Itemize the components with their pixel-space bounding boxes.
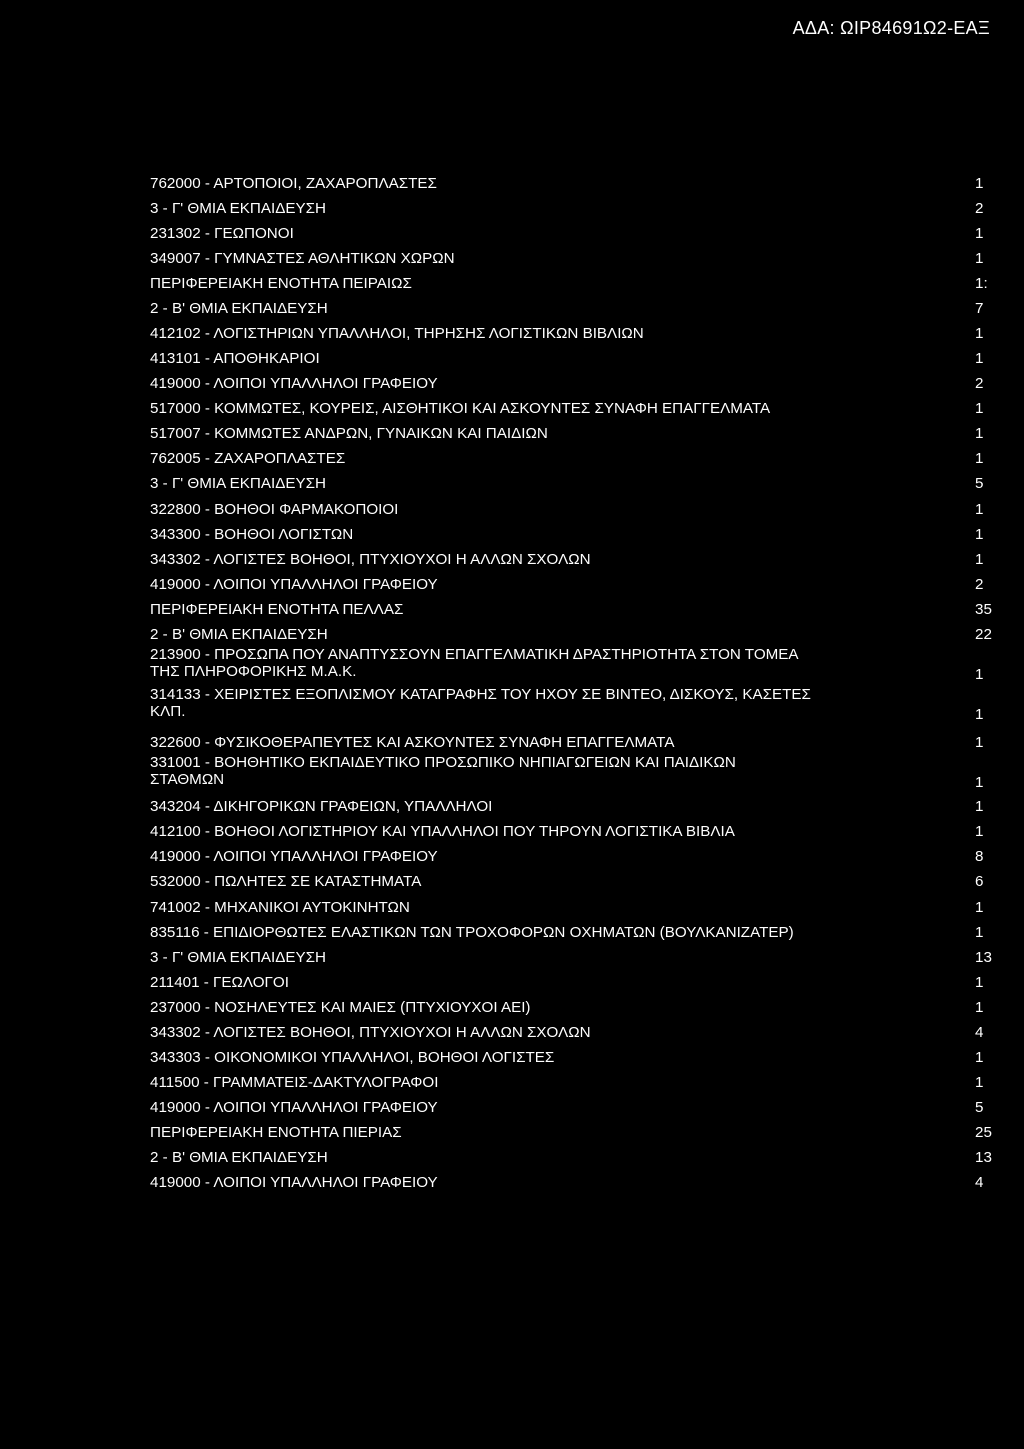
entry-label: 411500 - ΓΡΑΜΜΑΤΕΙΣ-ΔΑΚΤΥΛΟΓΡΑΦΟΙ xyxy=(150,1074,439,1091)
entry-label: 419000 - ΛΟΙΠΟΙ ΥΠΑΛΛΗΛΟΙ ΓΡΑΦΕΙΟΥ xyxy=(150,848,438,865)
entry-label: 331001 - ΒΟΗΘΗΤΙΚΟ ΕΚΠΑΙΔΕΥΤΙΚΟ ΠΡΟΣΩΠΙΚΟ ΝΗΠΙΑΓΩΓΕΙΩΝ ΚΑΙ ΠΑΙΔΙΚΩΝ ΣΤΑΘΜΩΝ xyxy=(150,754,736,788)
entry-count: 1 xyxy=(975,999,984,1016)
entry-count: 1 xyxy=(975,450,984,467)
entry-count: 1: xyxy=(975,275,988,292)
entry-label: 419000 - ΛΟΙΠΟΙ ΥΠΑΛΛΗΛΟΙ ΓΡΑΦΕΙΟΥ xyxy=(150,1099,438,1116)
entry-label: 343300 - ΒΟΗΘΟΙ ΛΟΓΙΣΤΩΝ xyxy=(150,526,354,543)
entry-count: 1 xyxy=(975,974,984,991)
entry-count: 1 xyxy=(975,899,984,916)
entry-count: 8 xyxy=(975,848,984,865)
entry-count: 1 xyxy=(975,798,984,815)
entry-count: 5 xyxy=(975,475,984,492)
entry-count: 1 xyxy=(975,666,984,683)
entry-label: 314133 - ΧΕΙΡΙΣΤΕΣ ΕΞΟΠΛΙΣΜΟΥ ΚΑΤΑΓΡΑΦΗΣ ΤΟΥ ΗΧΟΥ ΣΕ ΒΙΝΤΕΟ, ΔΙΣΚΟΥΣ, ΚΑΣΕΤΕΣ ΚΛΠ. xyxy=(150,686,811,720)
ada-identifier: ΑΔΑ: ΩΙΡ84691Ω2-ΕΑΞ xyxy=(792,18,990,38)
entry-count: 6 xyxy=(975,873,984,890)
entry-label: 343303 - ΟΙΚΟΝΟΜΙΚΟΙ ΥΠΑΛΛΗΛΟΙ, ΒΟΗΘΟΙ ΛΟΓΙΣΤΕΣ xyxy=(150,1049,555,1066)
entry-label: 211401 - ΓΕΩΛΟΓΟΙ xyxy=(150,974,289,991)
entry-label: 3 - Γ' ΘΜΙΑ ΕΚΠΑΙΔΕΥΣΗ xyxy=(150,475,326,492)
entry-label: ΠΕΡΙΦΕΡΕΙΑΚΗ ΕΝΟΤΗΤΑ ΠΕΛΛΑΣ xyxy=(150,601,404,618)
entry-label: ΠΕΡΙΦΕΡΕΙΑΚΗ ΕΝΟΤΗΤΑ ΠΙΕΡΙΑΣ xyxy=(150,1124,402,1141)
entry-label: 3 - Γ' ΘΜΙΑ ΕΚΠΑΙΔΕΥΣΗ xyxy=(150,949,326,966)
entry-count: 1 xyxy=(975,225,984,242)
entry-label: 419000 - ΛΟΙΠΟΙ ΥΠΑΛΛΗΛΟΙ ΓΡΑΦΕΙΟΥ xyxy=(150,576,438,593)
entry-label: 419000 - ΛΟΙΠΟΙ ΥΠΑΛΛΗΛΟΙ ΓΡΑΦΕΙΟΥ xyxy=(150,375,438,392)
entry-label: 413101 - ΑΠΟΘΗΚΑΡΙΟΙ xyxy=(150,350,320,367)
entry-label: 343302 - ΛΟΓΙΣΤΕΣ ΒΟΗΘΟΙ, ΠΤΥΧΙΟΥΧΟΙ Η ΑΛΛΩΝ ΣΧΟΛΩΝ xyxy=(150,551,591,568)
entry-count: 1 xyxy=(975,350,984,367)
entry-label: 3 - Γ' ΘΜΙΑ ΕΚΠΑΙΔΕΥΣΗ xyxy=(150,200,326,217)
entry-count: 5 xyxy=(975,1099,984,1116)
entry-count: 35 xyxy=(975,601,992,618)
entry-label: 762000 - ΑΡΤΟΠΟΙΟΙ, ΖΑΧΑΡΟΠΛΑΣΤΕΣ xyxy=(150,175,437,192)
entry-count: 1 xyxy=(975,551,984,568)
entry-label: 412100 - ΒΟΗΘΟΙ ΛΟΓΙΣΤΗΡΙΟΥ ΚΑΙ ΥΠΑΛΛΗΛΟΙ ΠΟΥ ΤΗΡΟΥΝ ΛΟΓΙΣΤΙΚΑ ΒΙΒΛΙΑ xyxy=(150,823,735,840)
entry-count: 1 xyxy=(975,501,984,518)
entry-label: 532000 - ΠΩΛΗΤΕΣ ΣΕ ΚΑΤΑΣΤΗΜΑΤΑ xyxy=(150,873,422,890)
entry-label: 237000 - ΝΟΣΗΛΕΥΤΕΣ ΚΑΙ ΜΑΙΕΣ (ΠΤΥΧΙΟΥΧΟΙ ΑΕΙ) xyxy=(150,999,531,1016)
entry-label: 343204 - ΔΙΚΗΓΟΡΙΚΩΝ ΓΡΑΦΕΙΩΝ, ΥΠΑΛΛΗΛΟΙ xyxy=(150,798,493,815)
entry-label: 343302 - ΛΟΓΙΣΤΕΣ ΒΟΗΘΟΙ, ΠΤΥΧΙΟΥΧΟΙ Η ΑΛΛΩΝ ΣΧΟΛΩΝ xyxy=(150,1024,591,1041)
entry-count: 1 xyxy=(975,1074,984,1091)
entry-label: 322600 - ΦΥΣΙΚΟΘΕΡΑΠΕΥΤΕΣ ΚΑΙ ΑΣΚΟΥΝΤΕΣ ΣΥΝΑΦΗ ΕΠΑΓΓΕΛΜΑΤΑ xyxy=(150,734,675,751)
entry-count: 4 xyxy=(975,1174,984,1191)
entry-label: 517007 - ΚΟΜΜΩΤΕΣ ΑΝΔΡΩΝ, ΓΥΝΑΙΚΩΝ ΚΑΙ ΠΑΙΔΙΩΝ xyxy=(150,425,548,442)
entry-count: 1 xyxy=(975,1049,984,1066)
entry-count: 2 xyxy=(975,375,984,392)
entry-label: 231302 - ΓΕΩΠΟΝΟΙ xyxy=(150,225,294,242)
entry-label: 517000 - ΚΟΜΜΩΤΕΣ, ΚΟΥΡΕΙΣ, ΑΙΣΘΗΤΙΚΟΙ ΚΑΙ ΑΣΚΟΥΝΤΕΣ ΣΥΝΑΦΗ ΕΠΑΓΓΕΛΜΑΤΑ xyxy=(150,400,771,417)
entry-count: 4 xyxy=(975,1024,984,1041)
entry-count: 1 xyxy=(975,250,984,267)
entry-count: 1 xyxy=(975,774,984,791)
entry-count: 2 xyxy=(975,200,984,217)
entry-label: 419000 - ΛΟΙΠΟΙ ΥΠΑΛΛΗΛΟΙ ΓΡΑΦΕΙΟΥ xyxy=(150,1174,438,1191)
entry-count: 13 xyxy=(975,1149,992,1166)
entry-label: 322800 - ΒΟΗΘΟΙ ΦΑΡΜΑΚΟΠΟΙΟΙ xyxy=(150,501,399,518)
entry-count: 1 xyxy=(975,924,984,941)
entry-label: 762005 - ΖΑΧΑΡΟΠΛΑΣΤΕΣ xyxy=(150,450,346,467)
entry-count: 25 xyxy=(975,1124,992,1141)
entry-label: 349007 - ΓΥΜΝΑΣΤΕΣ ΑΘΛΗΤΙΚΩΝ ΧΩΡΩΝ xyxy=(150,250,455,267)
entry-count: 1 xyxy=(975,400,984,417)
entry-count: 2 xyxy=(975,576,984,593)
entry-label: 2 - Β' ΘΜΙΑ ΕΚΠΑΙΔΕΥΣΗ xyxy=(150,300,328,317)
entry-label: 412102 - ΛΟΓΙΣΤΗΡΙΩΝ ΥΠΑΛΛΗΛΟΙ, ΤΗΡΗΣΗΣ ΛΟΓΙΣΤΙΚΩΝ ΒΙΒΛΙΩΝ xyxy=(150,325,644,342)
entry-label: 835116 - ΕΠΙΔΙΟΡΘΩΤΕΣ ΕΛΑΣΤΙΚΩΝ ΤΩΝ ΤΡΟΧΟΦΟΡΩΝ ΟΧΗΜΑΤΩΝ (ΒΟΥΛΚΑΝΙΖΑΤΕΡ) xyxy=(150,924,794,941)
entry-count: 7 xyxy=(975,300,984,317)
entry-label: 2 - Β' ΘΜΙΑ ΕΚΠΑΙΔΕΥΣΗ xyxy=(150,626,328,643)
entry-count: 13 xyxy=(975,949,992,966)
entry-count: 1 xyxy=(975,325,984,342)
entry-count: 1 xyxy=(975,823,984,840)
entry-count: 1 xyxy=(975,175,984,192)
entry-label: 2 - Β' ΘΜΙΑ ΕΚΠΑΙΔΕΥΣΗ xyxy=(150,1149,328,1166)
entry-label: ΠΕΡΙΦΕΡΕΙΑΚΗ ΕΝΟΤΗΤΑ ΠΕΙΡΑΙΩΣ xyxy=(150,275,412,292)
entry-count: 1 xyxy=(975,425,984,442)
entry-label: 213900 - ΠΡΟΣΩΠΑ ΠΟΥ ΑΝΑΠΤΥΣΣΟΥΝ ΕΠΑΓΓΕΛΜΑΤΙΚΗ ΔΡΑΣΤΗΡΙΟΤΗΤΑ ΣΤΟΝ ΤΟΜΕΑ ΤΗΣ ΠΛΗΡΟΦΟΡΙΚΗΣ Μ.Α.Κ. xyxy=(150,646,799,680)
entry-count: 22 xyxy=(975,626,992,643)
entry-count: 1 xyxy=(975,734,984,751)
entry-count: 1 xyxy=(975,526,984,543)
entry-label: 741002 - ΜΗΧΑΝΙΚΟΙ ΑΥΤΟΚΙΝΗΤΩΝ xyxy=(150,899,410,916)
entry-count: 1 xyxy=(975,706,984,723)
